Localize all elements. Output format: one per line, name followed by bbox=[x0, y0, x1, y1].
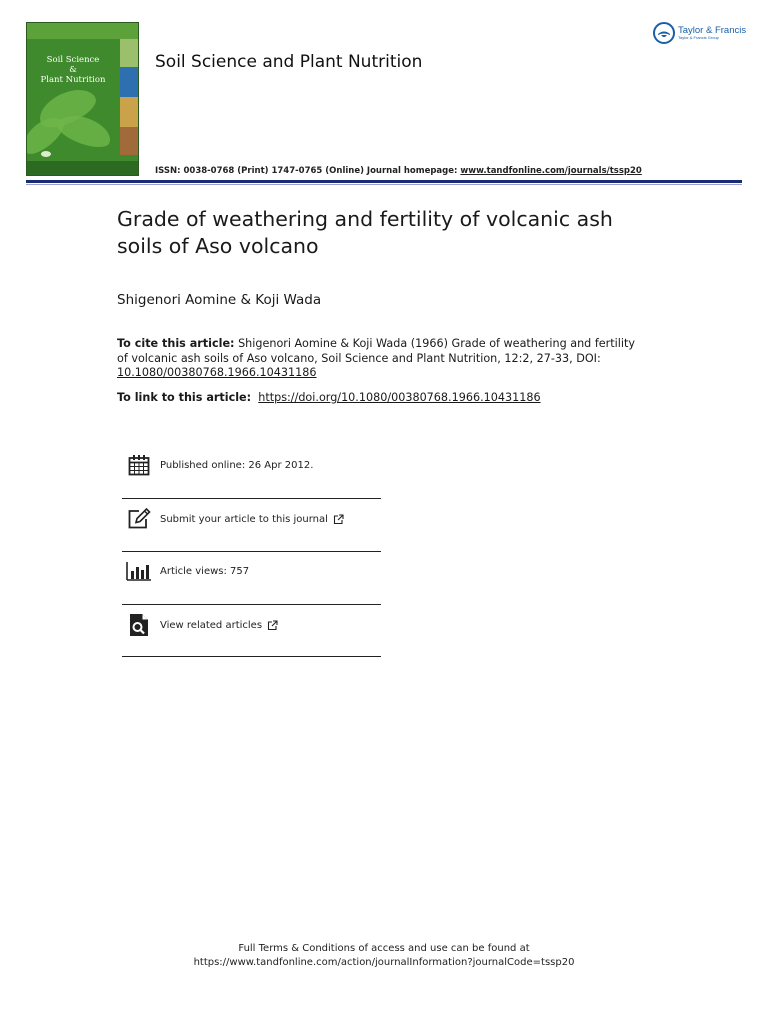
submit-article-row[interactable] bbox=[122, 506, 381, 532]
publisher-logo bbox=[653, 22, 746, 44]
cover-thumbnail bbox=[120, 127, 139, 155]
journal-name: Soil Science and Plant Nutrition bbox=[155, 52, 423, 72]
divider bbox=[122, 551, 381, 552]
cover-publisher-mark bbox=[41, 151, 51, 157]
footer-line-1: Full Terms & Conditions of access and use can be found at bbox=[238, 943, 530, 954]
cite-label: To cite this article: bbox=[117, 337, 235, 350]
link-label: To link to this article: bbox=[117, 391, 252, 404]
journal-homepage-link[interactable]: www.tandfonline.com/journals/tssp20 bbox=[460, 166, 642, 176]
publisher-name: Taylor & Francis bbox=[678, 24, 747, 36]
external-link-icon bbox=[267, 620, 278, 631]
related-articles-row[interactable] bbox=[122, 612, 381, 638]
cover-thumbnail bbox=[120, 97, 139, 127]
footer-terms-link[interactable]: https://www.tandfonline.com/action/journalInformation?journalCode=tssp20 bbox=[193, 957, 575, 968]
divider bbox=[122, 498, 381, 499]
bar-chart-icon bbox=[126, 558, 152, 584]
publisher-group: Taylor & Francis Group bbox=[678, 35, 719, 41]
calendar-icon bbox=[126, 452, 152, 478]
edit-icon bbox=[126, 506, 152, 532]
external-link-icon bbox=[333, 514, 344, 525]
published-online-label: Published online: 26 Apr 2012. bbox=[160, 459, 314, 471]
submit-article-link[interactable]: Submit your article to this journal bbox=[160, 513, 328, 525]
cover-bottom-band bbox=[27, 161, 139, 175]
cover-top-band bbox=[27, 23, 139, 39]
cite-doi-link[interactable]: 10.1080/00380768.1966.10431186 bbox=[117, 366, 317, 379]
article-title: Grade of weathering and fertility of volcanic ash soils of Aso volcano bbox=[117, 207, 613, 258]
issn-line bbox=[155, 166, 642, 176]
cover-thumbnail bbox=[120, 67, 139, 97]
header-rule bbox=[26, 180, 742, 183]
published-online-row bbox=[122, 452, 381, 478]
related-articles-link[interactable]: View related articles bbox=[160, 619, 263, 631]
issn-text: ISSN: 0038-0768 (Print) 1747-0765 (Online) Journal homepage: bbox=[155, 166, 458, 176]
article-link-line bbox=[117, 391, 541, 404]
document-search-icon bbox=[126, 612, 152, 638]
cover-thumbnail bbox=[120, 39, 139, 67]
header-rule-thin bbox=[26, 184, 742, 185]
article-authors: Shigenori Aomine & Koji Wada bbox=[117, 292, 322, 308]
taylor-francis-logo-icon bbox=[653, 22, 675, 44]
article-views-row bbox=[122, 558, 381, 584]
article-views-label: Article views: 757 bbox=[160, 565, 250, 577]
divider bbox=[122, 604, 381, 605]
citation-block bbox=[117, 337, 637, 381]
divider bbox=[122, 656, 381, 657]
cite-text: Shigenori Aomine & Koji Wada (1966) Grade of weathering and fertility of volcanic ash soils of Aso volcano, Soil Science and Plant Nutrition, 12:2, 27-33, DOI: bbox=[117, 337, 635, 365]
journal-cover-image bbox=[26, 22, 139, 176]
article-doi-link[interactable]: https://doi.org/10.1080/00380768.1966.10431186 bbox=[258, 391, 541, 404]
cover-title: Soil Science & Plant Nutrition bbox=[40, 55, 106, 85]
footer-terms bbox=[0, 942, 768, 970]
